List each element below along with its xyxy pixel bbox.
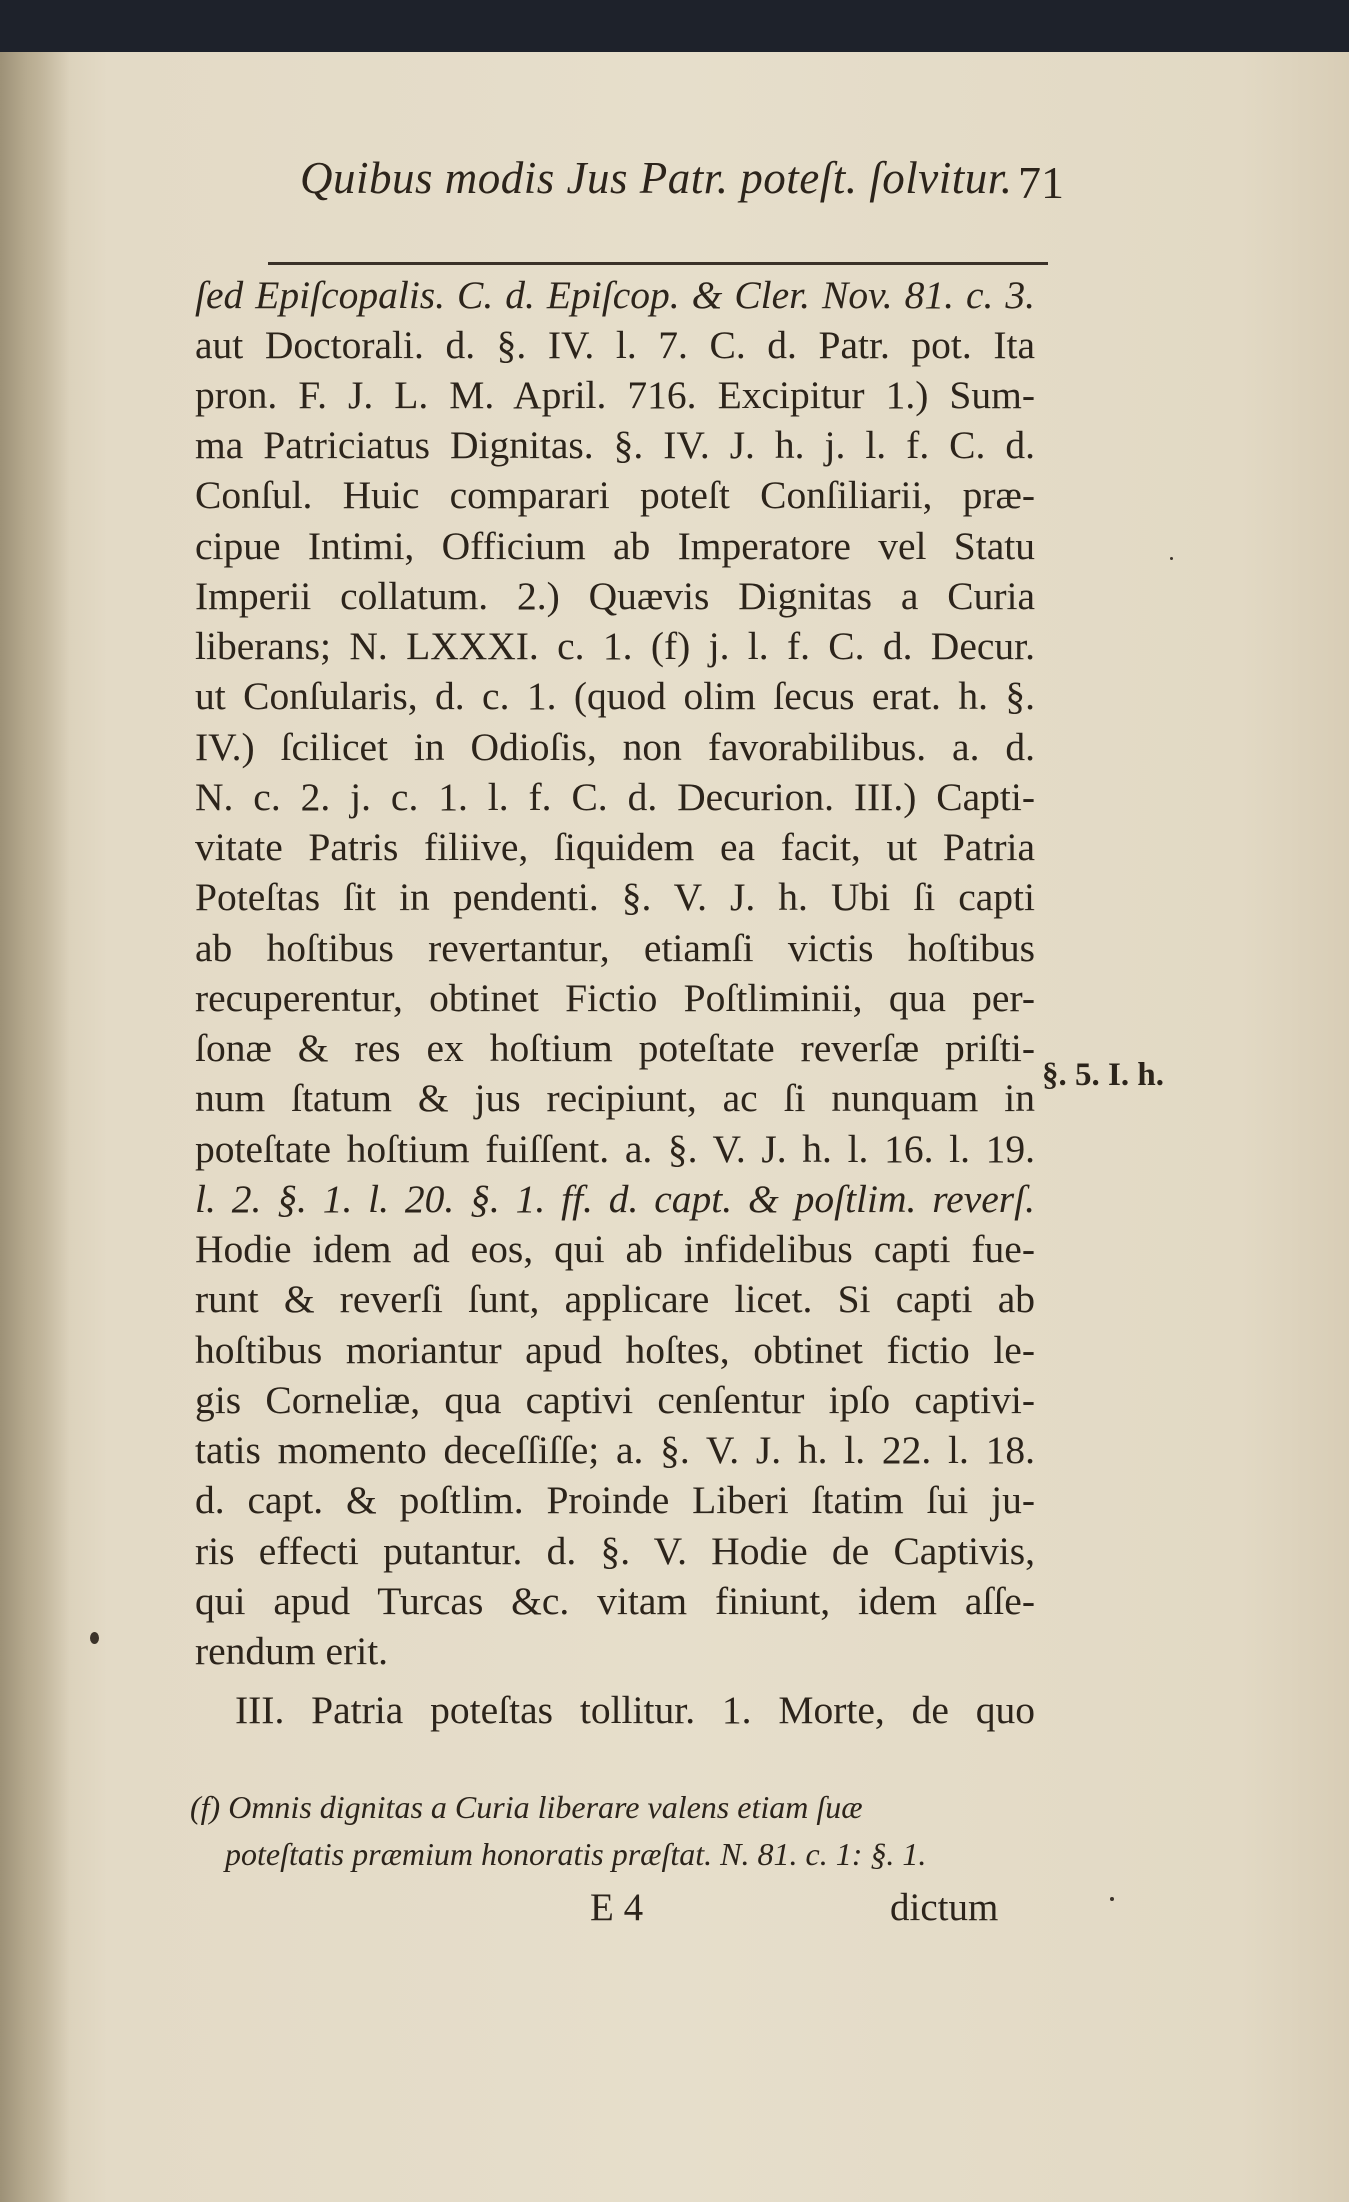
text-line: pron. F. J. L. M. April. 716. Excipitur 1.) Sum- (195, 373, 1035, 417)
text-line: d. capt. & poſtlim. Proinde Liberi ſtatim ſui ju- (195, 1478, 1035, 1522)
text-line: hoſtibus moriantur apud hoſtes, obtinet fictio le- (195, 1328, 1035, 1372)
text-line: aut Doctorali. d. §. IV. l. 7. C. d. Patr. pot. Ita (195, 323, 1035, 367)
text-line: tatis momento deceſſiſſe; a. §. V. J. h. l. 22. l. 18. (195, 1428, 1035, 1472)
text-line: Hodie idem ad eos, qui ab infidelibus capti fue- (195, 1227, 1035, 1271)
running-title: Quibus modis Jus Patr. poteſt. ſolvitur. (300, 153, 1013, 203)
catchword: dictum (890, 1886, 999, 1929)
text-line: ab hoſtibus revertantur, etiamſi victis hoſtibus (195, 926, 1035, 970)
paper-blemish (1170, 557, 1173, 560)
text-line: liberans; N. LXXXI. c. 1. (f) j. l. f. C. d. Decur. (195, 624, 1035, 668)
marginal-note: §. 5. I. h. (1042, 1057, 1164, 1093)
text-line: qui apud Turcas &c. vitam finiunt, idem aſſe- (195, 1579, 1035, 1623)
running-head (300, 152, 1064, 212)
text-line: IV.) ſcilicet in Odioſis, non favorabilibus. a. d. (195, 725, 1035, 769)
text-line: vitate Patris filiive, ſiquidem ea facit, ut Patria (195, 825, 1035, 869)
text-line: cipue Intimi, Officium ab Imperatore vel Statu (195, 524, 1035, 568)
text-line: ſed Epiſcopalis. C. d. Epiſcop. & Cler. Nov. 81. c. 3. (195, 273, 1035, 317)
paper-blemish (90, 1632, 99, 1644)
text-line: ſonæ & res ex hoſtium poteſtate reverſæ priſti- (195, 1026, 1035, 1070)
text-line: runt & reverſi ſunt, applicare licet. Si capti ab (195, 1277, 1035, 1321)
text-line: ris effecti putantur. d. §. V. Hodie de Captivis, (195, 1529, 1035, 1573)
page-number: 71 (1018, 157, 1064, 208)
text-line: num ſtatum & jus recipiunt, ac ſi nunquam in (195, 1076, 1035, 1120)
text-line: recuperentur, obtinet Fictio Poſtliminii, qua per- (195, 976, 1035, 1020)
text-line: ma Patriciatus Dignitas. §. IV. J. h. j. l. f. C. d. (195, 423, 1035, 467)
text-line: poteſtate hoſtium fuiſſent. a. §. V. J. h. l. 16. l. 19. (195, 1127, 1035, 1171)
book-page (0, 52, 1349, 2202)
text-line: Imperii collatum. 2.) Quævis Dignitas a Curia (195, 574, 1035, 618)
text-line: rendum erit. (195, 1629, 389, 1673)
paper-blemish (1110, 1897, 1114, 1901)
text-line: Conſul. Huic comparari poteſt Conſiliarii, præ- (195, 473, 1035, 517)
text-line: l. 2. §. 1. l. 20. §. 1. ff. d. capt. & poſtlim. reverſ. (195, 1177, 1035, 1221)
text-line: Poteſtas ſit in pendenti. §. V. J. h. Ubi ſi capti (195, 875, 1035, 919)
footnote-line: poteſtatis præmium honoratis præſtat. N. 81. c. 1: §. 1. (225, 1836, 927, 1872)
page-gutter-shadow (0, 52, 70, 2202)
footnote-line: (f) Omnis dignitas a Curia liberare valens etiam ſuæ (190, 1789, 863, 1825)
header-rule (268, 262, 1048, 265)
text-line: gis Corneliæ, qua captivi cenſentur ipſo captivi- (195, 1378, 1035, 1422)
signature-mark: E 4 (590, 1886, 644, 1929)
text-line: N. c. 2. j. c. 1. l. f. C. d. Decurion. III.) Capti- (195, 775, 1035, 819)
text-line: ut Conſularis, d. c. 1. (quod olim ſecus erat. h. §. (195, 674, 1035, 718)
paragraph-start-line: III. Patria poteſtas tollitur. 1. Morte, de quo (235, 1688, 1035, 1732)
